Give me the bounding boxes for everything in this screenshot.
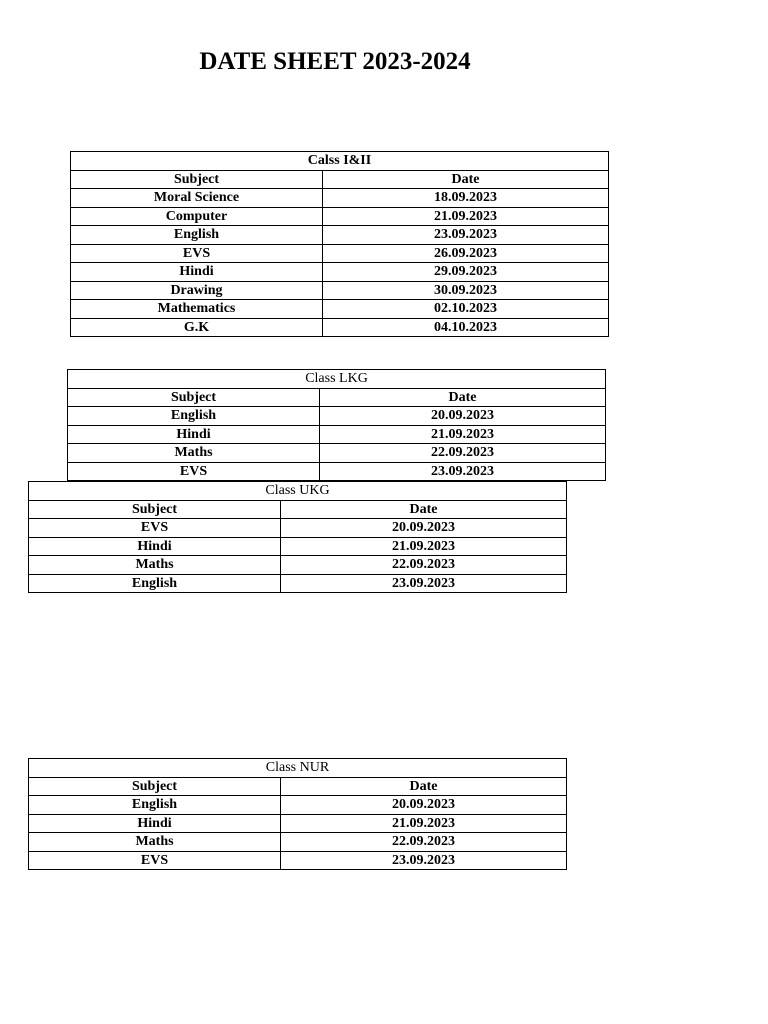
- date-cell: 23.09.2023: [281, 851, 567, 870]
- subject-cell: Drawing: [71, 281, 323, 300]
- date-column-header: Date: [323, 170, 609, 189]
- subject-cell: Computer: [71, 207, 323, 226]
- date-cell: 21.09.2023: [323, 207, 609, 226]
- subject-cell: EVS: [29, 519, 281, 538]
- subject-cell: Maths: [29, 556, 281, 575]
- subject-column-header: Subject: [29, 500, 281, 519]
- table-row: [29, 833, 567, 852]
- date-cell: 04.10.2023: [323, 318, 609, 337]
- table-row: [71, 226, 609, 245]
- date-cell: 26.09.2023: [323, 244, 609, 263]
- subject-cell: Maths: [29, 833, 281, 852]
- date-cell: 21.09.2023: [320, 425, 606, 444]
- table-row: [68, 462, 606, 481]
- date-cell: 18.09.2023: [323, 189, 609, 208]
- table-caption-row: [29, 482, 567, 501]
- date-cell: 22.09.2023: [281, 556, 567, 575]
- table-caption: Class UKG: [29, 482, 567, 501]
- table-row: [29, 574, 567, 593]
- date-column-header: Date: [281, 777, 567, 796]
- table-row: [71, 189, 609, 208]
- table-row: [71, 207, 609, 226]
- date-cell: 30.09.2023: [323, 281, 609, 300]
- subject-cell: English: [71, 226, 323, 245]
- subject-cell: Maths: [68, 444, 320, 463]
- subject-cell: Mathematics: [71, 300, 323, 319]
- date-cell: 23.09.2023: [281, 574, 567, 593]
- table-row: [71, 281, 609, 300]
- date-cell: 23.09.2023: [320, 462, 606, 481]
- page-title: DATE SHEET 2023-2024: [199, 48, 471, 75]
- table-row: [71, 244, 609, 263]
- table-row: [29, 556, 567, 575]
- table-row: [29, 814, 567, 833]
- date-column-header: Date: [281, 500, 567, 519]
- table-caption: Calss I&II: [71, 152, 609, 171]
- table-row: [71, 300, 609, 319]
- date-cell: 02.10.2023: [323, 300, 609, 319]
- table-caption: Class NUR: [29, 759, 567, 778]
- subject-cell: Hindi: [29, 537, 281, 556]
- table-caption-row: [71, 152, 609, 171]
- table-row: [68, 407, 606, 426]
- class-nur-date-table: [28, 758, 567, 870]
- subject-cell: G.K: [71, 318, 323, 337]
- table-caption: Class LKG: [68, 370, 606, 389]
- table-header-row: [68, 388, 606, 407]
- date-cell: 29.09.2023: [323, 263, 609, 282]
- class-ukg-date-table: [28, 481, 567, 593]
- subject-cell: EVS: [29, 851, 281, 870]
- class-1-2-date-table: [70, 151, 609, 337]
- table-row: [29, 851, 567, 870]
- subject-cell: Hindi: [68, 425, 320, 444]
- subject-cell: Hindi: [71, 263, 323, 282]
- table-row: [29, 519, 567, 538]
- date-cell: 21.09.2023: [281, 537, 567, 556]
- table-row: [71, 263, 609, 282]
- date-cell: 20.09.2023: [320, 407, 606, 426]
- subject-cell: English: [68, 407, 320, 426]
- date-cell: 20.09.2023: [281, 796, 567, 815]
- subject-cell: Hindi: [29, 814, 281, 833]
- subject-cell: EVS: [71, 244, 323, 263]
- table-row: [29, 537, 567, 556]
- subject-column-header: Subject: [71, 170, 323, 189]
- table-header-row: [71, 170, 609, 189]
- subject-cell: EVS: [68, 462, 320, 481]
- table-header-row: [29, 500, 567, 519]
- table-caption-row: [68, 370, 606, 389]
- date-cell: 21.09.2023: [281, 814, 567, 833]
- subject-column-header: Subject: [68, 388, 320, 407]
- table-caption-row: [29, 759, 567, 778]
- class-lkg-date-table: [67, 369, 606, 481]
- date-cell: 22.09.2023: [320, 444, 606, 463]
- subject-cell: Moral Science: [71, 189, 323, 208]
- date-column-header: Date: [320, 388, 606, 407]
- table-row: [68, 444, 606, 463]
- table-row: [29, 796, 567, 815]
- subject-column-header: Subject: [29, 777, 281, 796]
- subject-cell: English: [29, 796, 281, 815]
- subject-cell: English: [29, 574, 281, 593]
- table-header-row: [29, 777, 567, 796]
- table-row: [68, 425, 606, 444]
- table-row: [71, 318, 609, 337]
- date-cell: 23.09.2023: [323, 226, 609, 245]
- date-cell: 22.09.2023: [281, 833, 567, 852]
- date-cell: 20.09.2023: [281, 519, 567, 538]
